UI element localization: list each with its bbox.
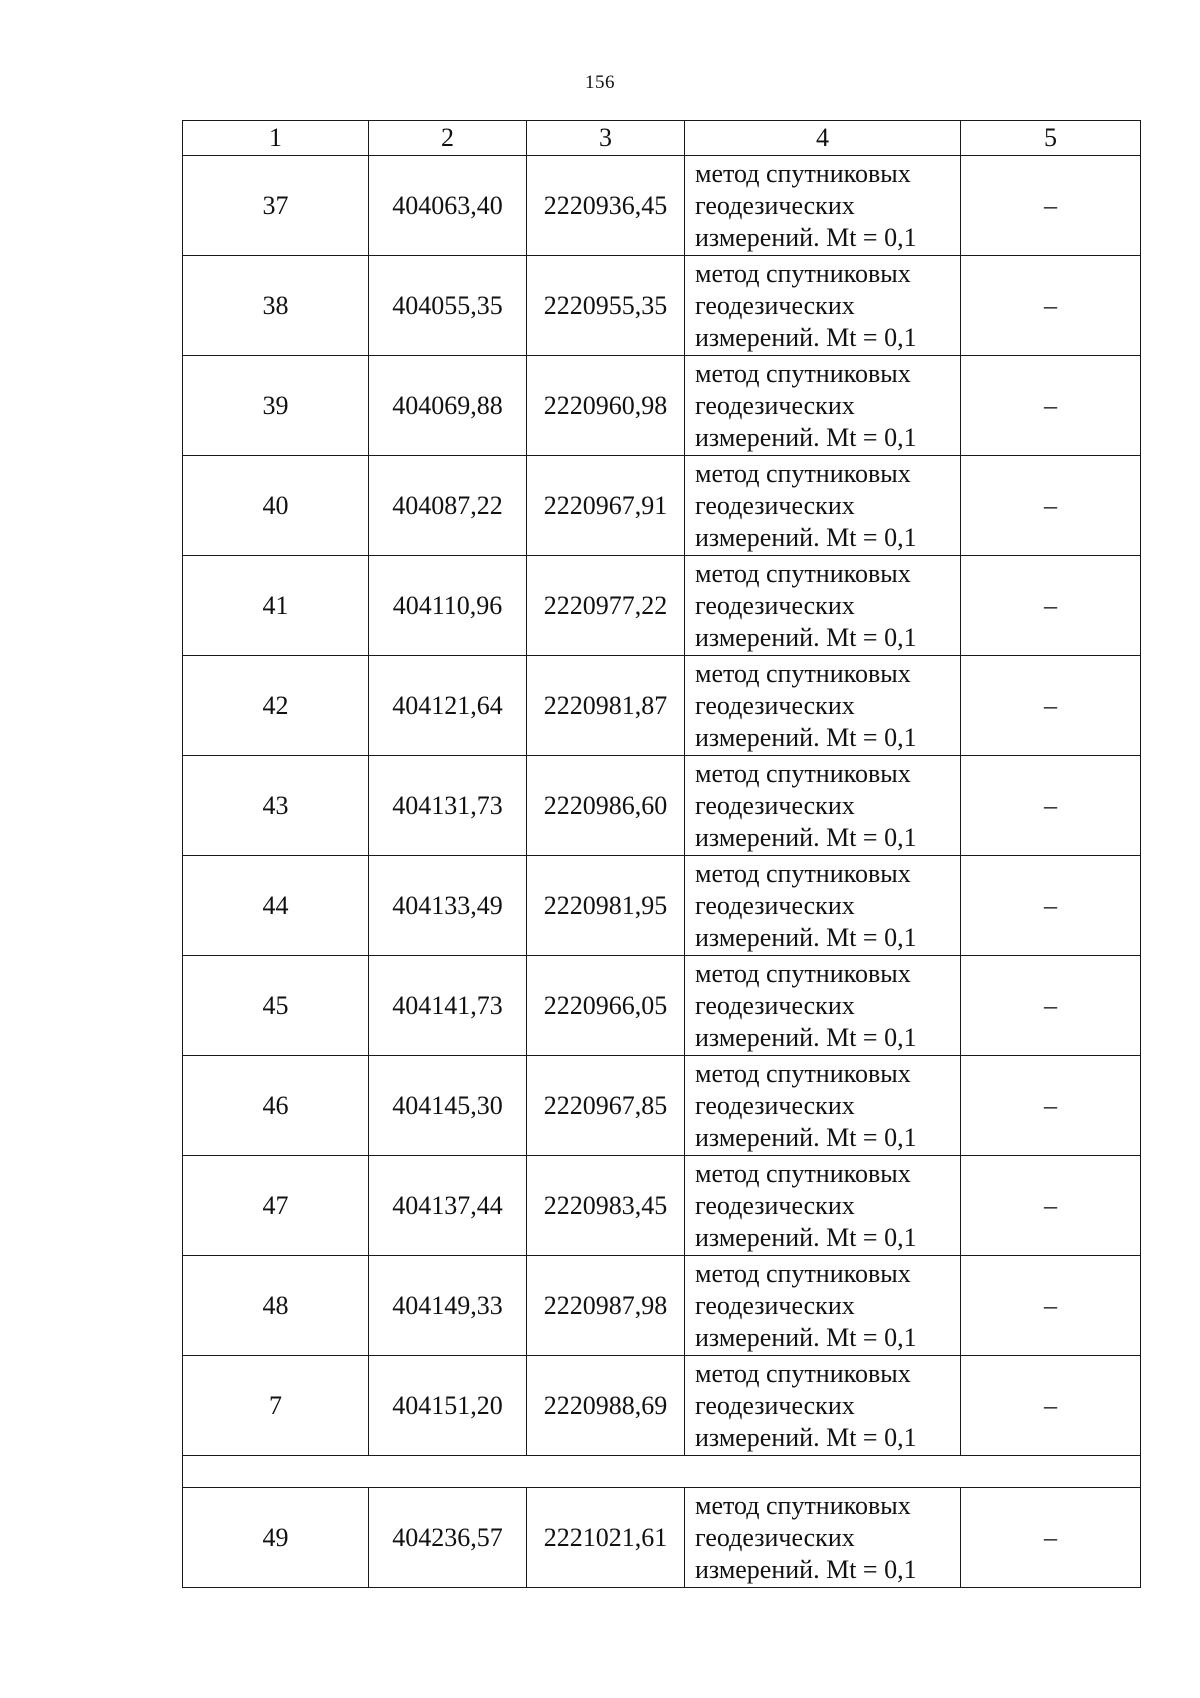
method-line: метод спутниковых	[695, 558, 911, 588]
x-coordinate-cell: 404236,57	[369, 1488, 527, 1588]
y-coordinate-cell: 2220977,22	[527, 556, 685, 656]
method-line: геодезических	[695, 590, 855, 620]
method-line: метод спутниковых	[695, 358, 911, 388]
x-coordinate-cell: 404145,30	[369, 1056, 527, 1156]
x-coordinate-cell: 404110,96	[369, 556, 527, 656]
y-coordinate-cell: 2220986,60	[527, 756, 685, 856]
y-coordinate-cell: 2220983,45	[527, 1156, 685, 1256]
method-line: измерений. Mt = 0,1	[695, 1222, 917, 1252]
method-line: геодезических	[695, 690, 855, 720]
point-number-cell: 37	[183, 156, 369, 256]
point-number-cell: 44	[183, 856, 369, 956]
method-line: измерений. Mt = 0,1	[695, 1122, 917, 1152]
empty-cell	[183, 1456, 1141, 1488]
point-number-cell: 46	[183, 1056, 369, 1156]
x-coordinate-cell: 404149,33	[369, 1256, 527, 1356]
column-header: 1	[183, 121, 369, 156]
x-coordinate-cell: 404151,20	[369, 1356, 527, 1456]
method-line: измерений. Mt = 0,1	[695, 822, 917, 852]
note-cell: –	[961, 956, 1141, 1056]
method-cell	[685, 1356, 961, 1456]
x-coordinate-cell: 404063,40	[369, 156, 527, 256]
method-line: измерений. Mt = 0,1	[695, 1322, 917, 1352]
x-coordinate-cell: 404069,88	[369, 356, 527, 456]
method-line: метод спутниковых	[695, 1158, 911, 1188]
point-number-cell: 47	[183, 1156, 369, 1256]
x-coordinate-cell: 404131,73	[369, 756, 527, 856]
point-number-cell: 43	[183, 756, 369, 856]
method-line: измерений. Mt = 0,1	[695, 522, 917, 552]
y-coordinate-cell: 2220967,91	[527, 456, 685, 556]
table-row	[183, 456, 1141, 556]
y-coordinate-cell: 2220960,98	[527, 356, 685, 456]
table-row	[183, 256, 1141, 356]
method-cell	[685, 956, 961, 1056]
note-cell: –	[961, 1488, 1141, 1588]
note-cell: –	[961, 756, 1141, 856]
table-row	[183, 156, 1141, 256]
method-cell	[685, 1256, 961, 1356]
method-cell	[685, 1488, 961, 1588]
method-cell	[685, 1056, 961, 1156]
method-line: измерений. Mt = 0,1	[695, 1022, 917, 1052]
method-line: измерений. Mt = 0,1	[695, 322, 917, 352]
y-coordinate-cell: 2220967,85	[527, 1056, 685, 1156]
method-line: метод спутниковых	[695, 158, 911, 188]
x-coordinate-cell: 404137,44	[369, 1156, 527, 1256]
table-header-row	[183, 121, 1141, 156]
table-row	[183, 656, 1141, 756]
method-line: измерений. Mt = 0,1	[695, 222, 917, 252]
method-line: геодезических	[695, 190, 855, 220]
table-body	[183, 156, 1141, 1588]
x-coordinate-cell: 404087,22	[369, 456, 527, 556]
note-cell: –	[961, 1156, 1141, 1256]
table-row	[183, 856, 1141, 956]
method-line: геодезических	[695, 1522, 855, 1552]
column-header: 2	[369, 121, 527, 156]
y-coordinate-cell: 2220936,45	[527, 156, 685, 256]
method-cell	[685, 856, 961, 956]
method-line: метод спутниковых	[695, 258, 911, 288]
method-line: геодезических	[695, 790, 855, 820]
note-cell: –	[961, 156, 1141, 256]
table-row	[183, 356, 1141, 456]
coordinates-table	[182, 120, 1141, 1588]
x-coordinate-cell: 404133,49	[369, 856, 527, 956]
y-coordinate-cell: 2220981,87	[527, 656, 685, 756]
point-number-cell: 49	[183, 1488, 369, 1588]
method-cell	[685, 256, 961, 356]
table-row	[183, 1356, 1141, 1456]
note-cell: –	[961, 856, 1141, 956]
method-line: измерений. Mt = 0,1	[695, 1554, 917, 1584]
method-cell	[685, 156, 961, 256]
table-row	[183, 956, 1141, 1056]
note-cell: –	[961, 1356, 1141, 1456]
method-line: метод спутниковых	[695, 1358, 911, 1388]
point-number-cell: 41	[183, 556, 369, 656]
y-coordinate-cell: 2220955,35	[527, 256, 685, 356]
method-line: измерений. Mt = 0,1	[695, 722, 917, 752]
method-line: метод спутниковых	[695, 458, 911, 488]
method-line: геодезических	[695, 290, 855, 320]
method-line: геодезических	[695, 1190, 855, 1220]
point-number-cell: 7	[183, 1356, 369, 1456]
y-coordinate-cell: 2221021,61	[527, 1488, 685, 1588]
note-cell: –	[961, 356, 1141, 456]
method-cell	[685, 456, 961, 556]
empty-separator-row	[183, 1456, 1141, 1488]
note-cell: –	[961, 1056, 1141, 1156]
method-line: измерений. Mt = 0,1	[695, 922, 917, 952]
note-cell: –	[961, 556, 1141, 656]
method-line: измерений. Mt = 0,1	[695, 622, 917, 652]
table-row	[183, 1256, 1141, 1356]
note-cell: –	[961, 256, 1141, 356]
x-coordinate-cell: 404055,35	[369, 256, 527, 356]
method-line: геодезических	[695, 490, 855, 520]
method-line: измерений. Mt = 0,1	[695, 1422, 917, 1452]
column-header: 4	[685, 121, 961, 156]
y-coordinate-cell: 2220987,98	[527, 1256, 685, 1356]
note-cell: –	[961, 1256, 1141, 1356]
method-line: геодезических	[695, 1290, 855, 1320]
method-line: метод спутниковых	[695, 758, 911, 788]
note-cell: –	[961, 656, 1141, 756]
method-line: геодезических	[695, 1390, 855, 1420]
column-header: 5	[961, 121, 1141, 156]
table-row	[183, 1156, 1141, 1256]
method-line: метод спутниковых	[695, 958, 911, 988]
y-coordinate-cell: 2220981,95	[527, 856, 685, 956]
table-row	[183, 1488, 1141, 1588]
page-number: 156	[585, 72, 615, 93]
point-number-cell: 40	[183, 456, 369, 556]
point-number-cell: 42	[183, 656, 369, 756]
note-cell: –	[961, 456, 1141, 556]
y-coordinate-cell: 2220988,69	[527, 1356, 685, 1456]
table-row	[183, 556, 1141, 656]
method-cell	[685, 756, 961, 856]
point-number-cell: 38	[183, 256, 369, 356]
method-cell	[685, 556, 961, 656]
x-coordinate-cell: 404121,64	[369, 656, 527, 756]
method-line: геодезических	[695, 990, 855, 1020]
table-row	[183, 1056, 1141, 1156]
method-line: метод спутниковых	[695, 658, 911, 688]
method-line: геодезических	[695, 1090, 855, 1120]
method-line: метод спутниковых	[695, 858, 911, 888]
method-cell	[685, 656, 961, 756]
method-line: метод спутниковых	[695, 1058, 911, 1088]
method-line: геодезических	[695, 890, 855, 920]
method-line: метод спутниковых	[695, 1258, 911, 1288]
column-header: 3	[527, 121, 685, 156]
method-line: геодезических	[695, 390, 855, 420]
method-line: измерений. Mt = 0,1	[695, 422, 917, 452]
point-number-cell: 39	[183, 356, 369, 456]
y-coordinate-cell: 2220966,05	[527, 956, 685, 1056]
point-number-cell: 45	[183, 956, 369, 1056]
point-number-cell: 48	[183, 1256, 369, 1356]
table-row	[183, 756, 1141, 856]
method-line: метод спутниковых	[695, 1490, 911, 1520]
method-cell	[685, 1156, 961, 1256]
method-cell	[685, 356, 961, 456]
x-coordinate-cell: 404141,73	[369, 956, 527, 1056]
